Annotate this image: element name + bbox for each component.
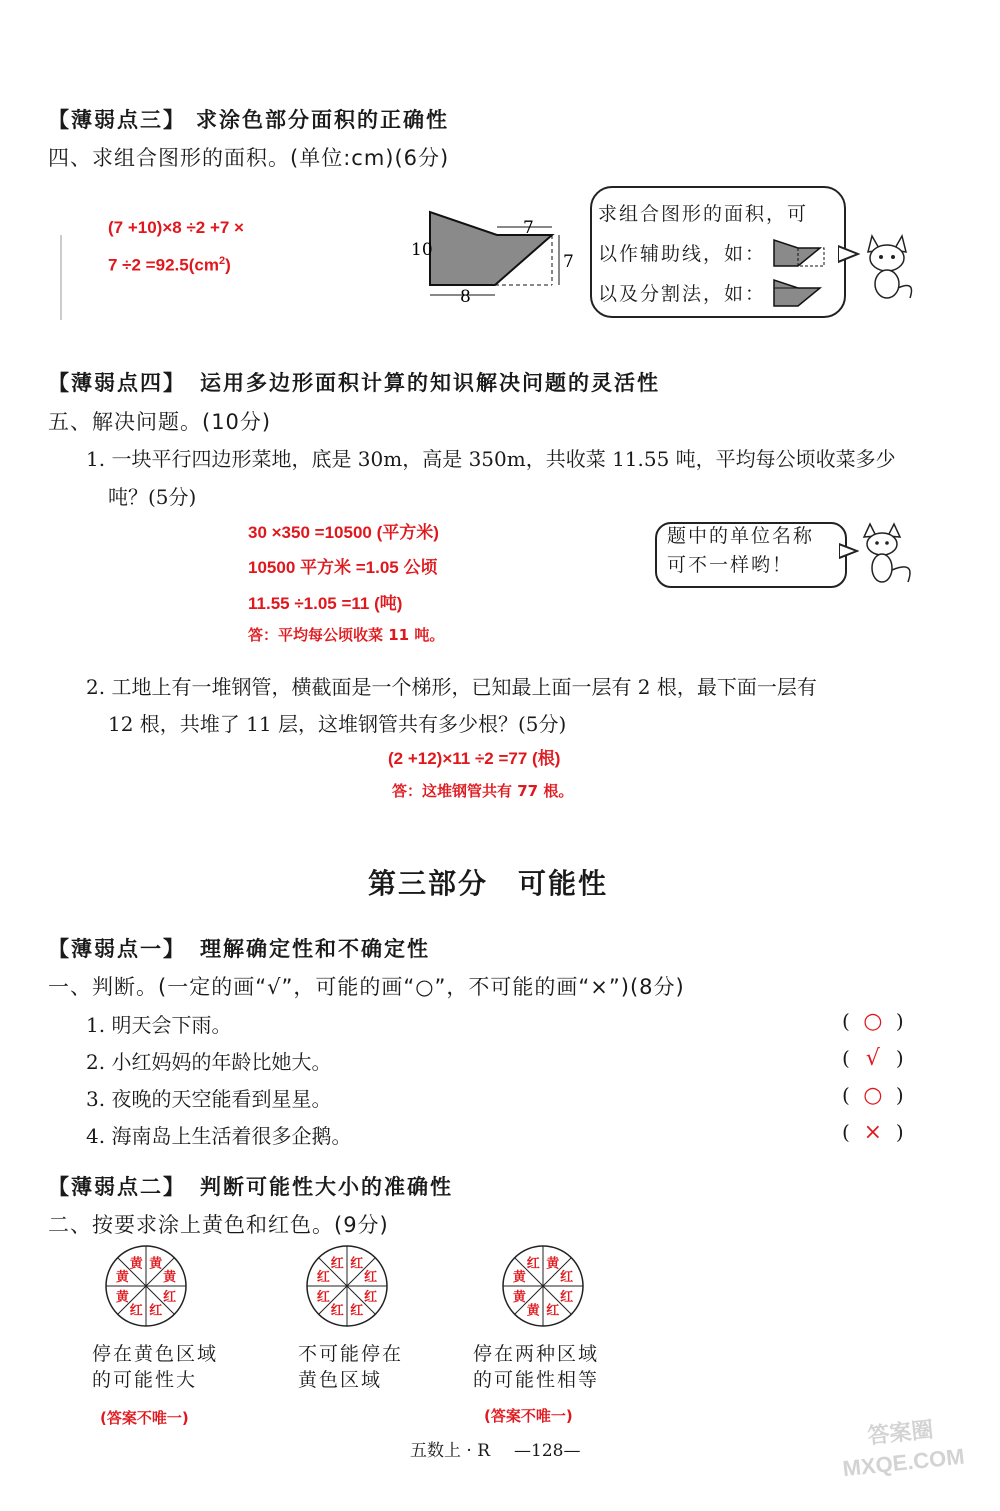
answer-note: 答：这堆钢管共有 77 根。 <box>392 782 574 800</box>
wheel-sector-label: 红 <box>560 1289 574 1305</box>
wheel-sector-label: 黄 <box>115 1289 129 1305</box>
wheel-caption: 停在两种区域 <box>473 1343 600 1365</box>
spinner-wheel <box>102 1242 190 1330</box>
margin-rule <box>60 235 62 320</box>
answer-line: 10500 平方米 =1.05 公顷 <box>248 558 438 577</box>
problem-text: 2. 工地上有一堆钢管，横截面是一个梯形，已知最上面一层有 2 根，最下面一层有 <box>86 675 817 699</box>
wheel-sector-label: 红 <box>316 1289 330 1305</box>
dim-bottom: 8 <box>460 287 471 307</box>
answer-note: 答：平均每公顷收菜 11 吨。 <box>248 626 445 644</box>
answer-line: $7 \div 2 =92.5(cm^2)$ <box>108 255 231 275</box>
wheel-sector-label: 红 <box>330 1256 344 1272</box>
section-heading: 四、求组合图形的面积。(单位:cm)(6分) <box>48 146 450 170</box>
answer-paren: ( √ ) <box>842 1046 904 1071</box>
wheel-caption: 黄色区域 <box>298 1369 383 1391</box>
hint-bubble: 题中的单位名称 可不一样哟！ <box>655 522 847 588</box>
answer-note: (答案不唯一) <box>484 1407 573 1425</box>
wheel-sector-label: 黄 <box>149 1256 163 1272</box>
judge-item: 2. 小红妈妈的年龄比她大。 <box>86 1050 332 1074</box>
problem-text: 12 根，共堆了 11 层，这堆钢管共有多少根？(5分) <box>108 712 567 736</box>
answer-paren: ( × ) <box>842 1120 904 1145</box>
answer-line: (2 +12)×11 ÷2 =77 (根) <box>388 749 561 768</box>
wheel-caption: 的可能性相等 <box>473 1369 600 1391</box>
wheel-sector-label: 红 <box>546 1303 560 1319</box>
wheel-sector-label: 红 <box>163 1289 177 1305</box>
wheel-sector-label: 红 <box>350 1256 364 1272</box>
spinner-wheel <box>303 1242 391 1330</box>
fox-mascot-icon <box>860 232 918 302</box>
judge-item: 1. 明天会下雨。 <box>86 1013 232 1037</box>
wheel-sector-label: 红 <box>316 1270 330 1286</box>
wheel-sector-label: 红 <box>560 1270 574 1286</box>
answer-paren: ( ○ ) <box>842 1009 904 1034</box>
problem-text: 吨？(5分) <box>108 485 197 509</box>
wheel-sector-label: 黄 <box>526 1303 540 1319</box>
part-title: 第三部分 可能性 <box>368 867 609 900</box>
weak-point-label: 【薄弱点四】 运用多边形面积计算的知识解决问题的灵活性 <box>48 371 660 395</box>
wheel-sector-label: 红 <box>350 1303 364 1319</box>
judge-item: 4. 海南岛上生活着很多企鹅。 <box>86 1124 352 1148</box>
wheel-sector-label: 红 <box>129 1303 143 1319</box>
bubble-tail <box>838 244 860 264</box>
weak-point-label: 【薄弱点二】 判断可能性大小的准确性 <box>48 1175 453 1199</box>
watermark: 答案圈 MXQE.COM <box>841 1416 966 1482</box>
section-heading: 五、解决问题。(10分) <box>48 410 272 434</box>
page-footer: 五数上 · R —128— <box>410 1441 581 1461</box>
answer-note: (答案不唯一) <box>100 1409 189 1427</box>
weak-point-label: 【薄弱点三】 求涂色部分面积的正确性 <box>48 108 449 132</box>
wheel-caption: 不可能停在 <box>298 1343 404 1365</box>
answer-paren: ( ○ ) <box>842 1083 904 1108</box>
wheel-sector-label: 黄 <box>512 1289 526 1305</box>
dim-top: 7 <box>523 218 534 238</box>
wheel-sector-label: 红 <box>149 1303 163 1319</box>
dim-right: 7 <box>563 252 574 272</box>
split-icon <box>770 276 830 310</box>
answer-line: 30 ×350 =10500 (平方米) <box>248 523 439 542</box>
section-heading: 二、按要求涂上黄色和红色。(9分) <box>48 1213 389 1237</box>
wheel-sector-label: 黄 <box>129 1256 143 1272</box>
spinner-wheel <box>499 1242 587 1330</box>
wheel-sector-label: 红 <box>526 1256 540 1272</box>
wheel-sector-label: 红 <box>364 1289 378 1305</box>
wheel-sector-label: 红 <box>330 1303 344 1319</box>
wheel-sector-label: 黄 <box>546 1256 560 1272</box>
wheel-sector-label: 黄 <box>115 1270 129 1286</box>
wheel-sector-label: 红 <box>364 1270 378 1286</box>
composite-figure <box>405 205 575 315</box>
dim-left: 10 <box>411 240 433 260</box>
problem-text: 1. 一块平行四边形菜地，底是 30m，高是 350m，共收菜 11.55 吨，平均每公顷收菜多少 <box>86 447 896 471</box>
wheel-caption: 的可能性大 <box>92 1369 198 1391</box>
weak-point-label: 【薄弱点一】 理解确定性和不确定性 <box>48 937 430 961</box>
wheel-caption: 停在黄色区域 <box>92 1343 219 1365</box>
aux-line-icon <box>770 236 830 270</box>
answer-line: 11.55 ÷1.05 =11 (吨) <box>248 594 403 613</box>
answer-line: (7 +10)×8 ÷2 +7 × <box>108 218 244 237</box>
section-heading: 一、判断。(一定的画“√”，可能的画“○”，不可能的画“×”)(8分) <box>48 975 685 999</box>
hint-bubble: 求组合图形的面积，可 以作辅助线，如： 以及分割法，如： <box>590 186 846 318</box>
wheel-sector-label: 黄 <box>512 1270 526 1286</box>
wheel-sector-label: 黄 <box>163 1270 177 1286</box>
judge-item: 3. 夜晚的天空能看到星星。 <box>86 1087 332 1111</box>
bubble-tail <box>839 542 859 560</box>
fox-mascot-icon <box>858 520 918 586</box>
